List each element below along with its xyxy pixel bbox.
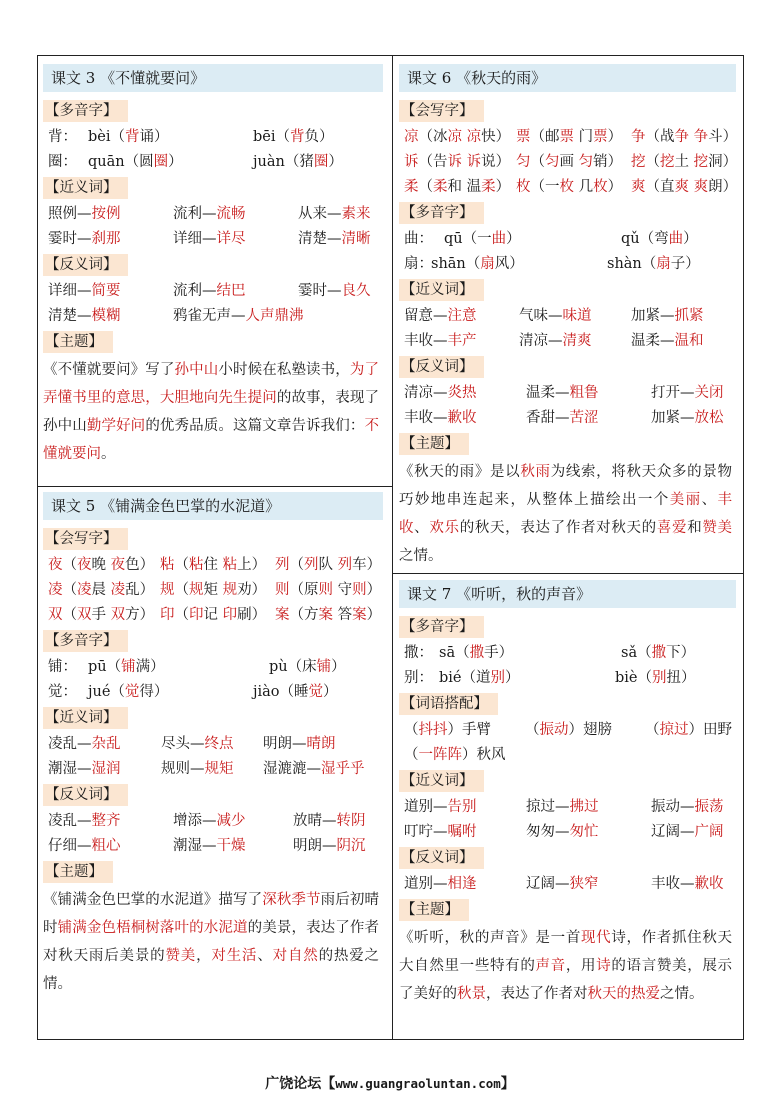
- writing-char-group: 凌（凌晨 凌乱）: [48, 582, 155, 598]
- theme-segment: ，用: [565, 958, 597, 974]
- synonym-row: 潮湿—湿润 规则—规矩 湿漉漉—湿乎乎: [48, 761, 365, 777]
- footer-url-link[interactable]: www.guangraoluntan.com: [335, 1076, 501, 1091]
- theme-paragraph: [43, 886, 383, 998]
- theme-segment: 的热爱之情。: [43, 948, 380, 992]
- footer-bracket: 】: [500, 1076, 515, 1092]
- writing-char-group: 夜（夜晚 夜色）: [48, 557, 155, 573]
- writing-chars-row: [43, 553, 383, 578]
- writing-char-group: 匀（匀画 匀销）: [516, 154, 623, 170]
- theme-segment: 《听听，秋的声音》是一首: [399, 930, 581, 946]
- synonym-tag: 【近义词】: [399, 770, 484, 792]
- theme-segment: 对生活: [211, 948, 258, 964]
- theme-segment: 的美景，表达了作者对秋天雨后美景的: [43, 920, 380, 964]
- writing-char-group: 规（规矩 规劝）: [160, 582, 267, 598]
- collocation-row: （抖抖）手臂 （振动）翅膀 （掠过）田野: [404, 722, 732, 738]
- site-footer: [0, 1073, 780, 1093]
- column-divider: [392, 55, 393, 1040]
- synonym-row: 道别—告别 掠过—拂过 振动—振荡: [404, 799, 724, 815]
- writing-char-group: 案（方案 答案）: [275, 607, 382, 623]
- synonym-tag: 【近义词】: [399, 279, 484, 301]
- theme-tag: 【主题】: [43, 331, 113, 353]
- lesson-3-panel: [43, 64, 383, 468]
- theme-segment: 、: [414, 520, 430, 536]
- theme-segment: 秋雨: [520, 464, 551, 480]
- theme-segment: 《秋天的雨》是以: [399, 464, 521, 480]
- synonym-row: 叮咛—嘱咐 匆匆—匆忙 辽阔—广阔: [404, 824, 724, 840]
- polyphone-row: 背： bèi（背诵） bēi（背负）: [48, 129, 334, 145]
- theme-segment: 欢乐: [429, 520, 460, 536]
- right-section-divider: [392, 573, 744, 574]
- theme-segment: 诗: [596, 958, 612, 974]
- theme-segment: 声音: [535, 958, 566, 974]
- polyphone-row: 别： bié（道别） biè（别扭）: [404, 670, 696, 686]
- theme-paragraph: [399, 458, 736, 570]
- theme-segment: 和: [687, 520, 703, 536]
- theme-segment: 秋景: [457, 986, 486, 1002]
- left-section-divider: [37, 486, 393, 487]
- antonym-list: [399, 381, 736, 431]
- antonym-tag: 【反义词】: [399, 356, 484, 378]
- antonym-row: 丰收—歉收 香甜—苦涩 加紧—放松: [404, 410, 724, 426]
- theme-segment: 雨后初晴时: [43, 892, 380, 936]
- antonym-row: 详细—简要 流利—结巴 霎时—良久: [48, 283, 371, 299]
- synonym-row: 丰收—丰产 清凉—清爽 温柔—温和: [404, 333, 704, 349]
- footer-site-name: 广饶论坛【: [265, 1076, 336, 1092]
- writing-char-group: 挖（挖土 挖洞）: [631, 154, 738, 170]
- polyphone-row: 觉： jué（觉得） jiào（睡觉）: [48, 684, 338, 700]
- antonym-row: 清楚—模糊 鸦雀无声—人声鼎沸: [48, 308, 304, 324]
- polyphone-list: [43, 125, 383, 175]
- theme-segment: 的优秀品质。这篇文章告诉我们：: [145, 418, 365, 434]
- polyphone-tag: 【多音字】: [43, 630, 128, 652]
- antonym-row: 道别—相逢 辽阔—狭窄 丰收—歉收: [404, 876, 724, 892]
- writing-chars-tag: 【会写字】: [43, 528, 128, 550]
- antonym-list: [399, 872, 736, 897]
- theme-segment: 不懂就要问: [43, 418, 380, 462]
- theme-segment: 美丽: [669, 492, 702, 508]
- lesson-6-title: 课文 6 《秋天的雨》: [399, 64, 736, 92]
- collocation-list: [399, 718, 736, 768]
- synonym-row: 照例—按例 流利—流畅 从来—素来: [48, 206, 371, 222]
- antonym-row: 清凉—炎热 温柔—粗鲁 打开—关闭: [404, 385, 724, 401]
- writing-chars-row: [399, 150, 736, 175]
- writing-char-group: 票（邮票 门票）: [516, 129, 623, 145]
- polyphone-list: [399, 641, 736, 691]
- polyphone-list: [43, 655, 383, 705]
- writing-char-group: 列（列队 列车）: [275, 557, 382, 573]
- synonym-row: 留意—注意 气味—味道 加紧—抓紧: [404, 308, 704, 324]
- collocation-row: （一阵阵）秋风: [404, 747, 506, 763]
- polyphone-row: 圈： quān（圆圈） juàn（猪圈）: [48, 154, 343, 170]
- theme-tag: 【主题】: [399, 433, 469, 455]
- theme-segment: 深秋季节: [262, 892, 321, 908]
- theme-paragraph: [43, 356, 383, 468]
- polyphone-row: 曲： qū（一曲） qǔ（弯曲）: [404, 231, 698, 247]
- theme-segment: 秋天的热爱: [587, 986, 660, 1002]
- theme-segment: 孙中山: [174, 362, 219, 378]
- theme-segment: 《铺满金色巴掌的水泥道》描写了: [43, 892, 263, 908]
- theme-segment: 的秋天，表达了作者对秋天的: [459, 520, 657, 536]
- theme-segment: 勤学好问: [86, 418, 146, 434]
- lesson-7-panel: [399, 580, 736, 1008]
- theme-segment: ，: [196, 948, 212, 964]
- theme-segment: 现代: [581, 930, 612, 946]
- theme-segment: 小时候在私塾读书，: [218, 362, 350, 378]
- theme-segment: 。: [101, 446, 116, 462]
- theme-segment: 之情。: [660, 986, 704, 1002]
- theme-segment: 赞美: [165, 948, 197, 964]
- synonym-row: 霎时—刹那 详细—详尽 清楚—清晰: [48, 231, 371, 247]
- theme-segment: 诗，作者抓住秋天大自然里一些特有的: [399, 930, 733, 974]
- writing-char-group: 争（战争 争斗）: [631, 129, 738, 145]
- theme-segment: 、: [701, 492, 718, 508]
- theme-segment: 喜爱: [656, 520, 688, 536]
- synonym-list: [43, 732, 383, 782]
- antonym-tag: 【反义词】: [43, 254, 128, 276]
- synonym-list: [399, 795, 736, 845]
- lesson-3-title: 课文 3 《不懂就要问》: [43, 64, 383, 92]
- writing-char-group: 凉（冰凉 凉快）: [404, 129, 511, 145]
- writing-char-group: 诉（告诉 诉说）: [404, 154, 511, 170]
- lesson-6-panel: [399, 64, 736, 570]
- writing-chars-row: [399, 175, 736, 200]
- antonym-list: [43, 279, 383, 329]
- antonym-row: 仔细—粗心 潮湿—干燥 明朗—阴沉: [48, 838, 366, 854]
- writing-chars-list: [399, 125, 736, 200]
- polyphone-row: 扇： shān（扇风） shàn（扇子）: [404, 256, 700, 272]
- theme-tag: 【主题】: [399, 899, 469, 921]
- polyphone-tag: 【多音字】: [43, 100, 128, 122]
- writing-char-group: 柔（柔和 温柔）: [404, 179, 511, 195]
- synonym-list: [399, 304, 736, 354]
- theme-segment: 为线索，将秋天众多的景物巧妙地串连起来，从整体上描绘出一个: [399, 464, 733, 508]
- writing-chars-list: [43, 553, 383, 628]
- lesson-5-panel: [43, 492, 383, 998]
- collocation-tag: 【词语搭配】: [399, 693, 498, 715]
- polyphone-list: [399, 227, 736, 277]
- theme-segment: 铺满金色梧桐树落叶的水泥道: [57, 920, 248, 936]
- polyphone-row: 铺： pū（铺满） pù（床铺）: [48, 659, 346, 675]
- polyphone-tag: 【多音字】: [399, 616, 484, 638]
- writing-char-group: 粘（粘住 粘上）: [160, 557, 267, 573]
- writing-chars-tag: 【会写字】: [399, 100, 484, 122]
- lesson-7-title: 课文 7 《听听，秋的声音》: [399, 580, 736, 608]
- theme-segment: ，表达了作者对: [486, 986, 588, 1002]
- writing-char-group: 印（印记 印刷）: [160, 607, 267, 623]
- writing-chars-row: [399, 125, 736, 150]
- theme-segment: 丰收: [399, 492, 733, 536]
- antonym-tag: 【反义词】: [43, 784, 128, 806]
- synonym-list: [43, 202, 383, 252]
- lesson-5-title: 课文 5 《铺满金色巴掌的水泥道》: [43, 492, 383, 520]
- theme-segment: 的故事，表现了孙中山: [43, 390, 380, 434]
- theme-paragraph: [399, 924, 736, 1008]
- theme-segment: 的语言赞美，展示了美好的: [399, 958, 733, 1002]
- synonym-tag: 【近义词】: [43, 707, 128, 729]
- theme-segment: 、: [257, 948, 273, 964]
- writing-chars-row: [43, 603, 383, 628]
- synonym-row: 凌乱—杂乱 尽头—终点 明朗—晴朗: [48, 736, 336, 752]
- polyphone-row: 撒： sā（撒手） sǎ（撒下）: [404, 645, 696, 661]
- theme-segment: 赞美: [702, 520, 733, 536]
- writing-chars-row: [43, 578, 383, 603]
- writing-char-group: 枚（一枚 几枚）: [516, 179, 623, 195]
- writing-char-group: 则（原则 守则）: [275, 582, 382, 598]
- synonym-tag: 【近义词】: [43, 177, 128, 199]
- writing-char-group: 双（双手 双方）: [48, 607, 155, 623]
- polyphone-tag: 【多音字】: [399, 202, 484, 224]
- antonym-row: 凌乱—整齐 增添—减少 放晴—转阴: [48, 813, 366, 829]
- writing-char-group: 爽（直爽 爽朗）: [631, 179, 738, 195]
- theme-segment: 对自然: [272, 948, 319, 964]
- antonym-tag: 【反义词】: [399, 847, 484, 869]
- antonym-list: [43, 809, 383, 859]
- theme-tag: 【主题】: [43, 861, 113, 883]
- theme-segment: 为了弄懂书里的意思，大胆地向先生提问: [43, 362, 380, 406]
- theme-segment: 《不懂就要问》写了: [43, 362, 175, 378]
- theme-segment: 之情。: [399, 548, 443, 564]
